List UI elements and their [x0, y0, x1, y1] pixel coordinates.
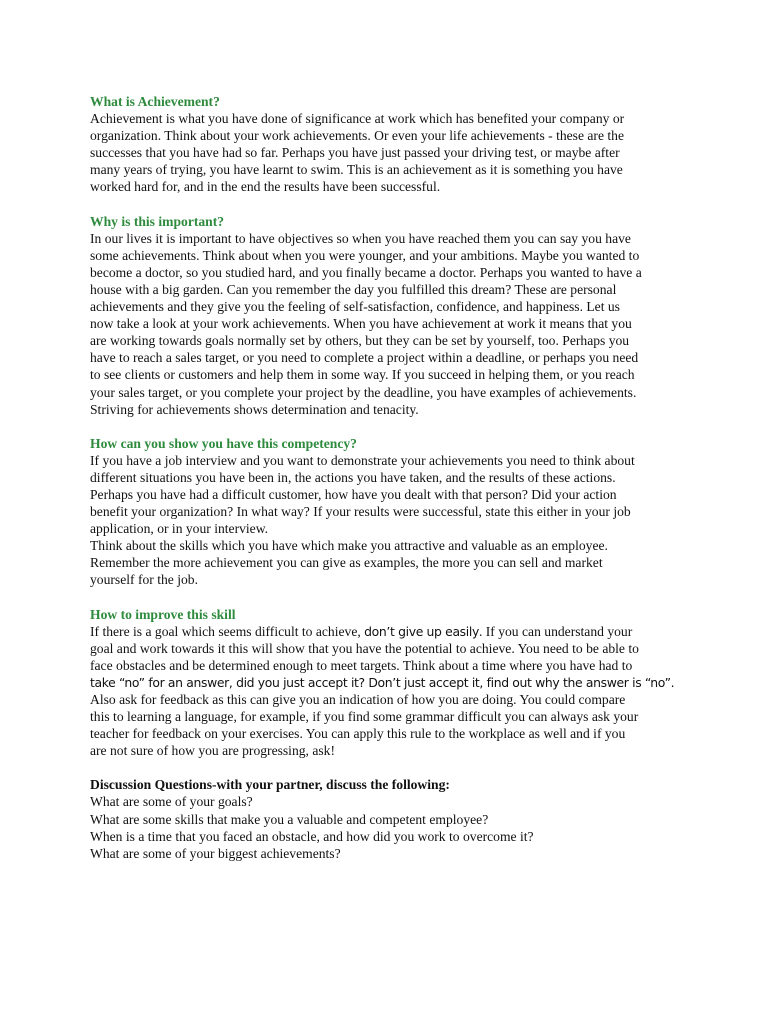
- paragraph: [90, 452, 690, 537]
- text-line: Perhaps you have had a difficult customer, how have you dealt with that person? Did your action: [90, 486, 617, 502]
- text-line: have to reach a sales target, or you need to complete a project within a deadline, or perhaps you need: [90, 350, 639, 366]
- text-line: this to learning a language, for example, if you find some grammar difficult you can always ask your: [90, 709, 639, 725]
- text-line: some achievements. Think about when you were younger, and your ambitions. Maybe you wanted to: [90, 247, 640, 263]
- text-line: If you have a job interview and you want to demonstrate your achievements you need to think about: [90, 452, 635, 468]
- text-line: Remember the more achievement you can give as examples, the more you can sell and market: [90, 555, 603, 571]
- text-line: face obstacles and be determined enough to meet targets. Think about a time where you have had to: [90, 657, 633, 673]
- text-line: Think about the skills which you have which make you attractive and valuable as an employee.: [90, 538, 608, 554]
- text-line: are not sure of how you are progressing, ask!: [90, 743, 335, 759]
- text-line: house with a big garden. Can you remember the day you fulfilled this dream? These are personal: [90, 281, 617, 297]
- text-line: are working towards goals normally set by others, but they can be set by yourself, too. Perhaps you: [90, 333, 630, 349]
- section-why-important: [90, 213, 690, 418]
- question-list: [90, 793, 690, 861]
- text-run: don’t give up easily: [364, 623, 479, 639]
- text-line: different situations you have been in, the actions you have taken, and the results of these actions.: [90, 469, 616, 485]
- question-item: When is a time that you faced an obstacle, and how did you work to overcome it?: [90, 828, 534, 844]
- text-line: now take a look at your work achievements. When you have achievement at work it means that you: [90, 316, 632, 332]
- text-line: [90, 623, 690, 640]
- text-line: Striving for achievements shows determination and tenacity.: [90, 401, 419, 417]
- text-line: become a doctor, so you studied hard, and you finally became a doctor. Perhaps you wanted to have a: [90, 264, 642, 280]
- text-line: In our lives it is important to have objectives so when you have reached them you can say you have: [90, 230, 631, 246]
- paragraph: [90, 230, 690, 418]
- paragraph: [90, 110, 690, 195]
- paragraph: [90, 537, 690, 588]
- text-line: successes that you have had so far. Perhaps you have just passed your driving test, or maybe after: [90, 145, 620, 161]
- section-heading: Discussion Questions-with your partner, discuss the following:: [90, 777, 450, 793]
- section-heading: How to improve this skill: [90, 606, 236, 622]
- text-line: teacher for feedback on your exercises. You can apply this rule to the workplace as well and if you: [90, 726, 626, 742]
- paragraph: [90, 623, 690, 760]
- section-show-competency: [90, 435, 690, 589]
- section-heading: How can you show you have this competency?: [90, 435, 357, 451]
- section-heading: Why is this important?: [90, 213, 225, 229]
- question-item: What are some skills that make you a valuable and competent employee?: [90, 811, 489, 827]
- text-line: application, or in your interview.: [90, 521, 269, 537]
- question-item: What are some of your biggest achievements?: [90, 845, 341, 861]
- text-line: achievements and they give you the feeling of self-satisfaction, confidence, and happiness. Let us: [90, 299, 620, 315]
- text-line: Also ask for feedback as this can give you an indication of how you are doing. You could compare: [90, 692, 626, 707]
- section-what-is-achievement: [90, 93, 690, 196]
- text-line: many years of trying, you have learnt to swim. This is an achievement as it is something you have: [90, 162, 623, 178]
- question-item: What are some of your goals?: [90, 794, 253, 810]
- document-body: [90, 93, 690, 879]
- text-line: Achievement is what you have done of significance at work which has benefited your company or: [90, 111, 625, 127]
- text-line: to see clients or customers and help them in some way. If you succeed in helping them, or you reach: [90, 367, 635, 383]
- text-run: If there is a goal which seems difficult to achieve,: [90, 623, 365, 639]
- section-discussion-questions: [90, 776, 690, 861]
- section-improve-skill: [90, 606, 690, 760]
- text-line: take “no” for an answer, did you just accept it? Don’t just accept it, find out why the answer is “no”.: [90, 674, 675, 690]
- text-run: . If you can understand your: [478, 623, 633, 639]
- section-heading: What is Achievement?: [90, 94, 220, 109]
- text-line: benefit your organization? In what way? If your results were successful, state this either in your job: [90, 504, 631, 520]
- text-line: goal and work towards it this will show that you have the potential to achieve. You need to be able to: [90, 640, 639, 656]
- text-line: yourself for the job.: [90, 572, 198, 588]
- text-line: worked hard for, and in the end the results have been successful.: [90, 179, 441, 195]
- text-line: organization. Think about your work achievements. Or even your life achievements - these are the: [90, 128, 624, 144]
- text-line: your sales target, or you complete your project by the deadline, you have examples of achievements.: [90, 384, 637, 400]
